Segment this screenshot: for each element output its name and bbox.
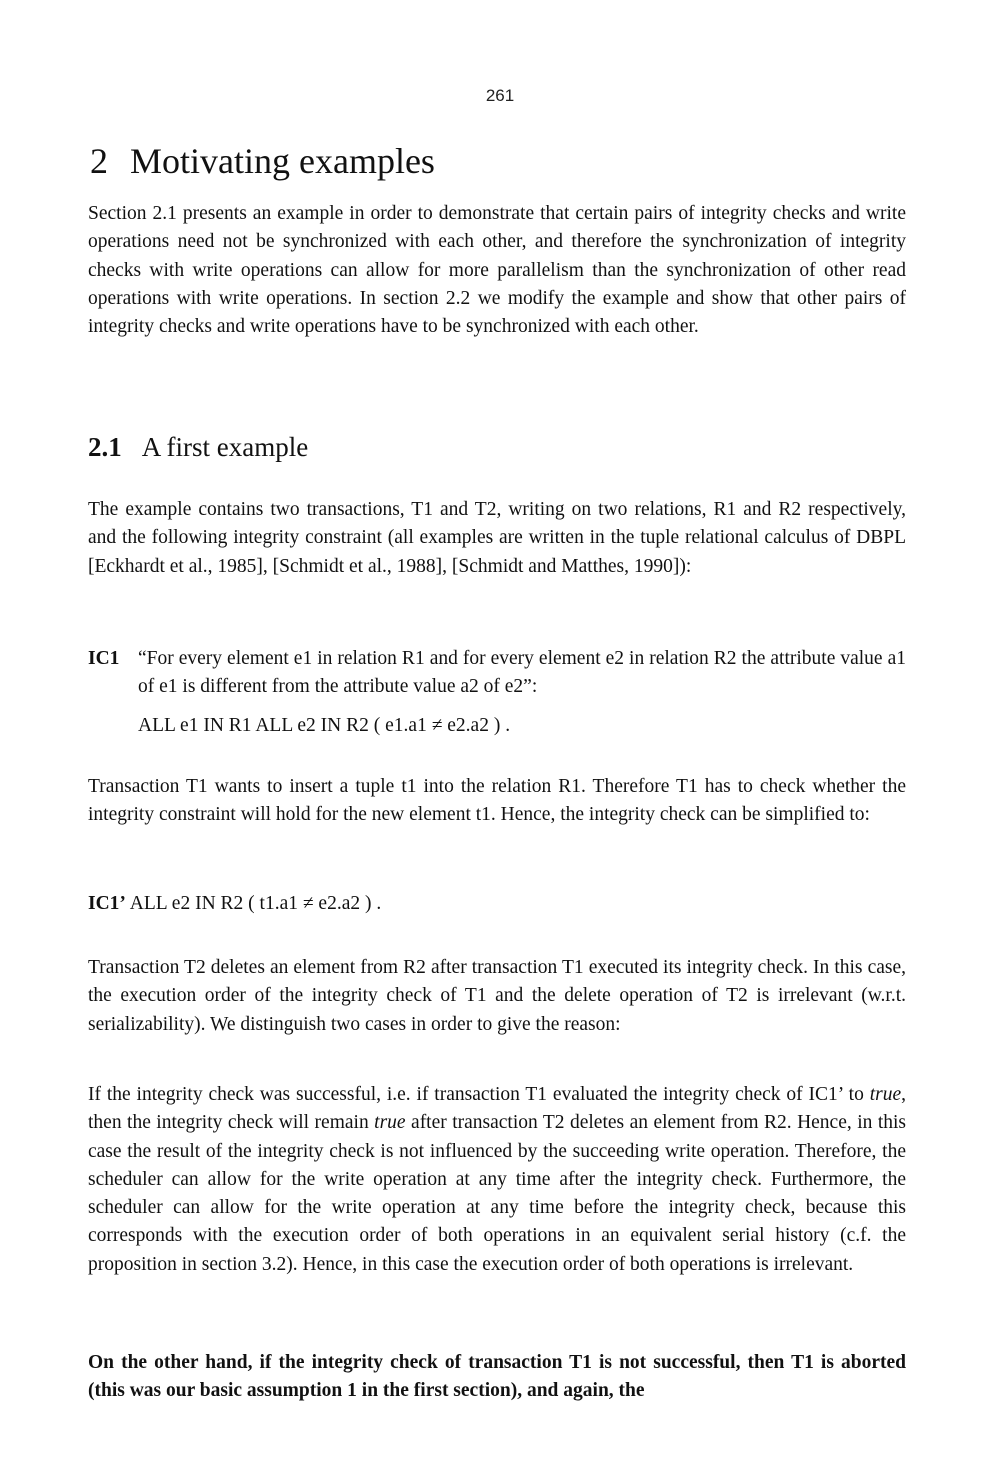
subsection-title: A first example [141, 432, 309, 462]
section-number: 2 [90, 141, 108, 181]
failure-paragraph: On the other hand, if the integrity check of transaction T1 is not successful, then T1 is aborted (this was our basic assumption 1 in the first section), and again, the [88, 1352, 906, 1402]
ic1-prime-line [88, 890, 381, 918]
success-text-1: If the integrity check was successful, i.e. if transaction T1 evaluated the integrity check of IC1’ to [88, 1084, 870, 1105]
success-paragraph [88, 1081, 906, 1279]
true-keyword-2: true [374, 1112, 406, 1134]
success-text-2: , then the integrity check will remain [88, 1084, 906, 1134]
ic1-formula: ALL e1 IN R1 ALL e2 IN R2 ( e1.a1 ≠ e2.a2 ) . [138, 715, 511, 736]
section-heading [90, 140, 435, 182]
true-keyword-1: true [869, 1084, 902, 1105]
example-paragraph: The example contains two transactions, T1 and T2, writing on two relations, R1 and R2 respectively, and the following integrity constraint (all examples are written in the tuple relational calculus of DBPL [Eckhardt et al., 1985], [Schmidt et al., 1988], [Schmidt and Matthes, 1990]): [88, 499, 906, 577]
section-title: Motivating examples [130, 141, 435, 181]
intro-paragraph: Section 2.1 presents an example in order to demonstrate that certain pairs of integrity checks and write operations need not be synchronized with each other, and therefore the synchronization of integrity checks with write operations can allow for more parallelism than the synchronization of other read operations with write operations. In section 2.2 we modify the example and show that other pairs of integrity checks and write operations have to be synchronized with each other. [88, 203, 906, 338]
ic1-prime-formula: ALL e2 IN R2 ( t1.a1 ≠ e2.a2 ) . [129, 893, 382, 914]
t2-paragraph: Transaction T2 deletes an element from R2 after transaction T1 executed its integrity check. In this case, the execution order of the integrity check of T1 and the delete operation of T2 is irrelevant (w.r.t. serializability). We distinguish two cases in order to give the reason: [88, 957, 906, 1035]
ic1-prime-label: IC1’ [88, 893, 126, 914]
subsection-heading [88, 432, 308, 463]
t1-paragraph: Transaction T1 wants to insert a tuple t1 into the relation R1. Therefore T1 has to check whether the integrity constraint will hold for the new element t1. Hence, the integrity check can be simplified to: [88, 776, 906, 826]
success-text-3: after transaction T2 deletes an element from R2. Hence, in this case the result of the integrity check is not influenced by the succeeding write operation. Therefore, the scheduler can allow for the write operation at any time after the integrity check. Furthermore, the scheduler can allow for the write operation at any time before the integrity check, because this corresponds with the execution order of both operations in an equivalent serial history (c.f. the proposition in section 3.2). Hence, in this case the execution order of both operations is irrelevant. [88, 1112, 907, 1275]
subsection-number: 2.1 [88, 432, 122, 462]
ic1-description: “For every element e1 in relation R1 and for every element e2 in relation R2 the attribute value a1 of e1 is different from the attribute value a2 of e2”: [138, 648, 906, 698]
ic1-label: IC1 [88, 648, 120, 669]
page-number: 261 [485, 86, 515, 105]
ic1-block [88, 645, 906, 702]
